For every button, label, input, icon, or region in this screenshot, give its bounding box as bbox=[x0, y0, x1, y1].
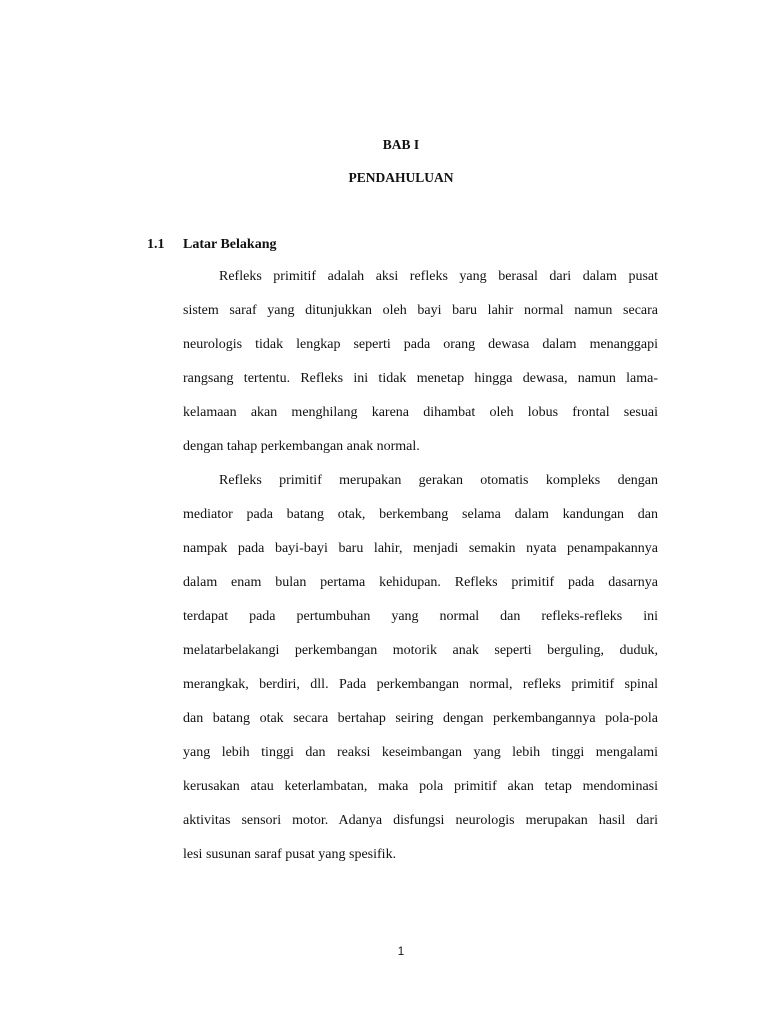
paragraph-line: neurologis tidak lengkap seperti pada orang dewasa dalam menanggapi bbox=[183, 337, 658, 352]
paragraph-line: Refleks primitif adalah aksi refleks yang berasal dari dalam pusat bbox=[219, 269, 658, 284]
paragraph-line: melatarbelakangi perkembangan motorik anak seperti berguling, duduk, bbox=[183, 643, 658, 658]
paragraph-line: nampak pada bayi-bayi baru lahir, menjadi semakin nyata penampakannya bbox=[183, 541, 658, 556]
paragraph-line: lesi susunan saraf pusat yang spesifik. bbox=[183, 847, 397, 862]
paragraph-line: yang lebih tinggi dan reaksi keseimbangan yang lebih tinggi mengalami bbox=[183, 745, 658, 760]
paragraph-line: dan batang otak secara bertahap seiring dengan perkembangannya pola-pola bbox=[183, 711, 658, 726]
paragraph-line: aktivitas sensori motor. Adanya disfungsi neurologis merupakan hasil dari bbox=[183, 813, 658, 828]
paragraph-line: rangsang tertentu. Refleks ini tidak menetap hingga dewasa, namun lama- bbox=[183, 371, 658, 386]
paragraph-line: sistem saraf yang ditunjukkan oleh bayi baru lahir normal namun secara bbox=[183, 303, 658, 318]
paragraph-line: kerusakan atau keterlambatan, maka pola primitif akan tetap mendominasi bbox=[183, 779, 658, 794]
paragraph-line: merangkak, berdiri, dll. Pada perkembangan normal, refleks primitif spinal bbox=[183, 677, 658, 692]
section-number: 1.1 bbox=[147, 237, 165, 252]
paragraph-line: mediator pada batang otak, berkembang selama dalam kandungan dan bbox=[183, 507, 658, 522]
paragraph-line: kelamaan akan menghilang karena dihambat oleh lobus frontal sesuai bbox=[183, 405, 658, 420]
chapter-number: BAB I bbox=[382, 137, 420, 152]
page-number: 1 bbox=[397, 946, 405, 958]
paragraph-line: terdapat pada pertumbuhan yang normal dan refleks-refleks ini bbox=[183, 609, 658, 624]
paragraph-line: dalam enam bulan pertama kehidupan. Refleks primitif pada dasarnya bbox=[183, 575, 658, 590]
paragraph-line: dengan tahap perkembangan anak normal. bbox=[183, 439, 420, 454]
paragraph-line: Refleks primitif merupakan gerakan otomatis kompleks dengan bbox=[219, 473, 658, 488]
section-heading bbox=[147, 237, 276, 253]
section-title: Latar Belakang bbox=[183, 237, 277, 252]
chapter-title: PENDAHULUAN bbox=[348, 170, 454, 185]
